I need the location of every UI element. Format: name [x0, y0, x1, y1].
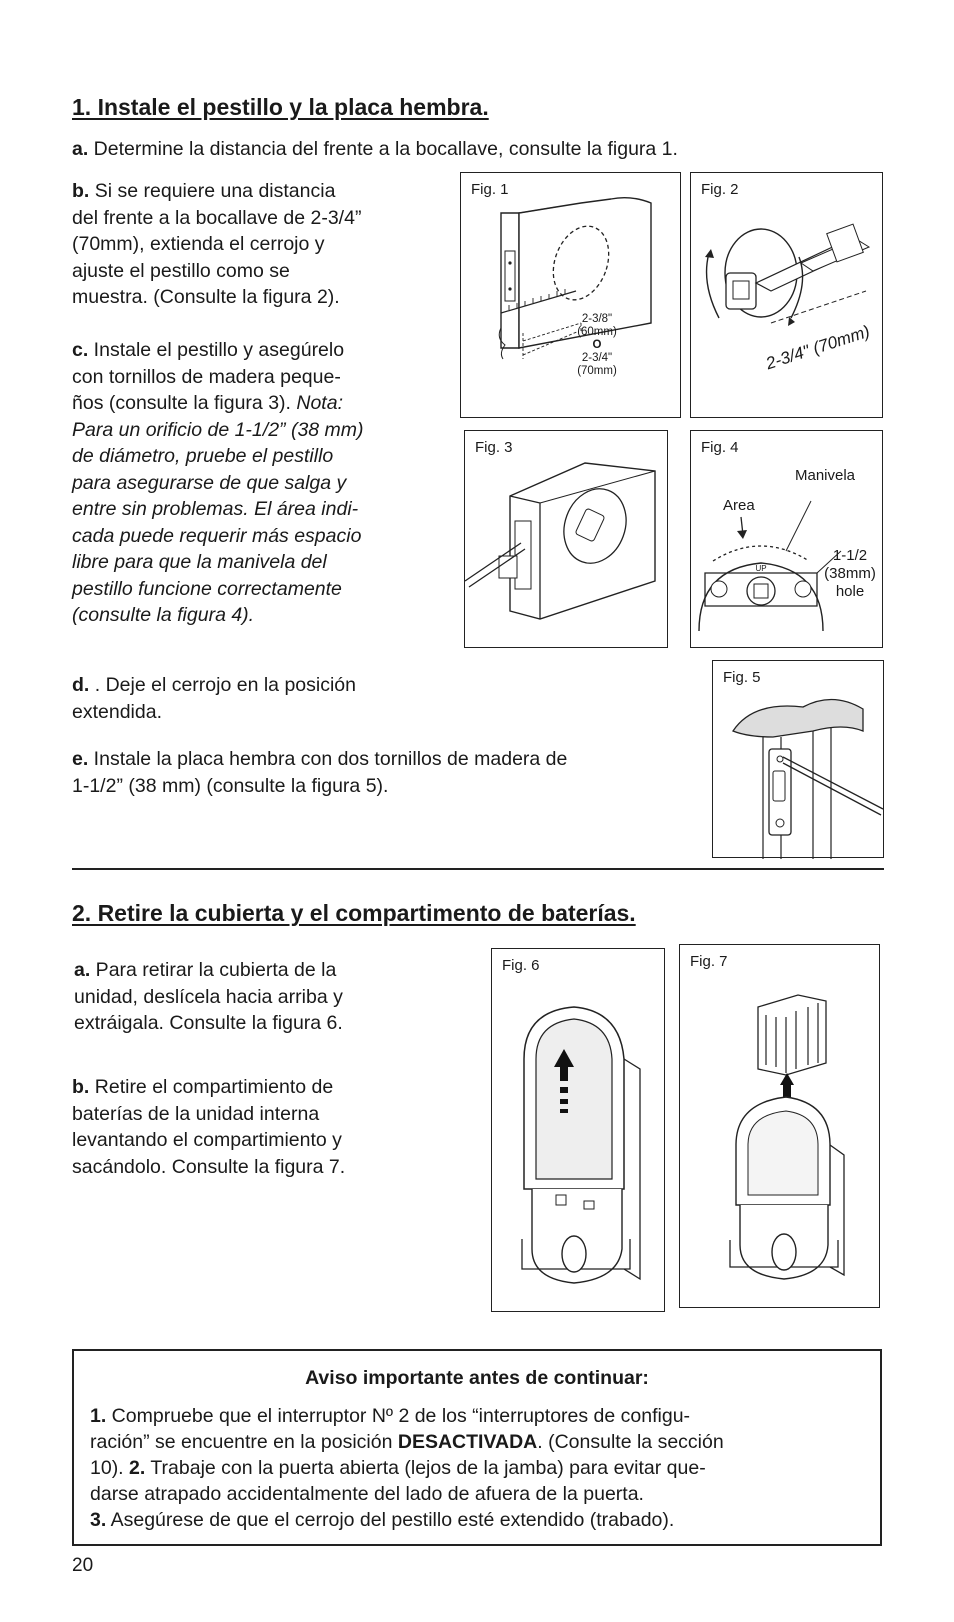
- step-label: b.: [72, 1076, 90, 1098]
- crank-label: Manivela: [795, 467, 856, 484]
- step-text: extráigala. Consulte la figura 6.: [74, 1012, 343, 1034]
- dimension-label: 2-3/8" (60mm) O 2-3/4" (70mm): [577, 313, 617, 377]
- notice-text: . (Consulte la sección: [537, 1431, 724, 1453]
- step-2a: [74, 957, 343, 1037]
- page-number: 20: [72, 1555, 94, 1576]
- crank-clearance-illustration: [691, 431, 884, 649]
- section1-heading: 1. Instale el pestillo y la placa hembra.: [72, 94, 489, 120]
- note-text: pestillo funcione correctamente: [72, 577, 342, 600]
- note-text: (consulte la figura 4).: [72, 604, 255, 626]
- notice-text: Compruebe que el interruptor Nº 2 de los “interruptores de configu-: [106, 1405, 691, 1427]
- step-1c: [72, 337, 364, 629]
- note-text: de diámetro, pruebe el pestillo: [72, 445, 334, 467]
- latch-install-illustration: [465, 431, 669, 649]
- cover-removal-illustration: [492, 949, 666, 1313]
- hole-size-label: 1-1/2 (38mm) hole: [824, 547, 876, 600]
- door-edge-illustration: [461, 173, 682, 419]
- step-text: baterías de la unidad interna: [72, 1102, 320, 1125]
- section2-heading: 2. Retire la cubierta y el compartimento de baterías.: [72, 900, 636, 926]
- section-divider: [72, 868, 884, 870]
- step-2b: [72, 1074, 345, 1180]
- figure-4: [690, 430, 883, 648]
- step-text: Para retirar la cubierta de la: [90, 959, 337, 981]
- step-label: d.: [72, 674, 90, 696]
- note-text: Para un orificio de 1-1/2” (38 mm): [72, 418, 364, 441]
- strike-plate-illustration: [713, 661, 885, 859]
- notice-text: ración” se encuentre en la posición: [90, 1431, 398, 1453]
- step-text: ajuste el pestillo como se: [72, 259, 290, 282]
- notice-label: 3.: [90, 1509, 107, 1531]
- step-text: Retire el compartimiento de: [89, 1076, 334, 1098]
- note-text: libre para que la manivela del: [72, 551, 327, 573]
- figure-2: [690, 172, 883, 418]
- figure-7: [679, 944, 880, 1308]
- notice-item-2-cont: darse atrapado accidentalmente del lado de afuera de la puerta.: [90, 1483, 644, 1505]
- step-1b: [72, 178, 361, 311]
- figure-caption: Fig. 7: [690, 953, 728, 970]
- battery-removal-illustration: [680, 945, 881, 1309]
- note-text: cada puede requerir más espacio: [72, 524, 362, 547]
- figure-caption: Fig. 6: [502, 957, 540, 974]
- up-label: UP: [755, 564, 767, 573]
- figure-caption: Fig. 2: [701, 181, 739, 198]
- notice-item-1: [90, 1403, 690, 1429]
- note-text: para asegurarse de que salga y: [72, 471, 347, 494]
- step-1d: [72, 672, 356, 725]
- figure-caption: Fig. 4: [701, 439, 739, 456]
- step-text: levantando el compartimiento y: [72, 1129, 342, 1151]
- step-label: b.: [72, 180, 90, 202]
- step-text: del frente a la bocallave de 2-3/4”: [72, 206, 362, 229]
- step-text: sacándolo. Consulte la figura 7.: [72, 1155, 346, 1178]
- step-text: Instale el pestillo y asegúrelo: [88, 339, 345, 361]
- notice-text: 10).: [90, 1457, 130, 1479]
- notice-item-1-cont: [90, 1429, 724, 1455]
- step-text: extendida.: [72, 700, 162, 723]
- figure-caption: Fig. 5: [723, 669, 761, 686]
- notice-emphasis: DESACTIVADA: [397, 1431, 538, 1453]
- important-notice: [72, 1349, 882, 1546]
- notice-item-2: [90, 1455, 706, 1481]
- dimension-label: 2-3/4" (70mm): [763, 321, 873, 374]
- step-1a: [72, 136, 678, 163]
- step-text: 1-1/2” (38 mm) (consulte la figura 5).: [72, 774, 389, 797]
- step-text: con tornillos de madera peque-: [72, 365, 341, 388]
- step-text: ños (consulte la figura 3).: [72, 392, 297, 414]
- step-text: . Deje el cerrojo en la posición: [89, 674, 356, 696]
- step-label: a.: [74, 959, 91, 981]
- notice-text: Asegúrese de que el cerrojo del pestillo esté extendido (trabado).: [106, 1509, 675, 1531]
- figure-3: [464, 430, 668, 648]
- notice-label: 2.: [129, 1457, 146, 1479]
- step-text: (70mm), extienda el cerrojo y: [72, 233, 325, 255]
- note-text: entre sin problemas. El área indi-: [72, 498, 359, 520]
- notice-item-3: [90, 1507, 674, 1533]
- step-1e: [72, 746, 567, 799]
- step-label: c.: [72, 339, 89, 361]
- figure-1: [460, 172, 681, 418]
- figure-caption: Fig. 3: [475, 439, 513, 456]
- step-text: Si se requiere una distancia: [89, 180, 336, 202]
- figure-5: [712, 660, 884, 858]
- latch-adjust-illustration: [691, 173, 884, 419]
- notice-title: Aviso importante antes de continuar:: [305, 1367, 649, 1389]
- step-text: muestra. (Consulte la figura 2).: [72, 286, 340, 308]
- step-text: Instale la placa hembra con dos tornillos de madera de: [88, 748, 568, 770]
- figure-6: [491, 948, 665, 1312]
- step-text: Determine la distancia del frente a la bocallave, consulte la figura 1.: [88, 138, 678, 160]
- notice-text: Trabaje con la puerta abierta (lejos de la jamba) para evitar que-: [145, 1457, 706, 1479]
- step-text: unidad, deslícela hacia arriba y: [74, 985, 343, 1008]
- step-label: a.: [72, 138, 89, 160]
- figure-caption: Fig. 1: [471, 181, 509, 198]
- area-label: Area: [723, 497, 755, 514]
- note-label: Nota:: [296, 392, 343, 414]
- notice-label: 1.: [90, 1405, 107, 1427]
- step-label: e.: [72, 748, 89, 770]
